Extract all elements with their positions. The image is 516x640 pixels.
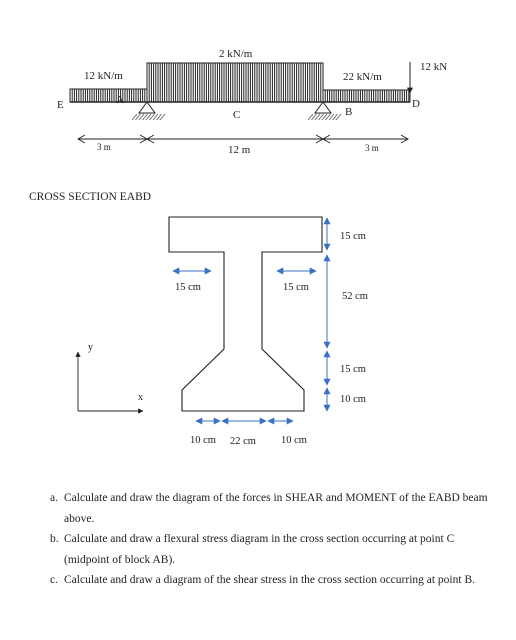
point-a-label: A <box>116 94 124 106</box>
coordinate-axes <box>78 352 143 411</box>
axis-x-label: x <box>138 392 143 403</box>
flange-right-label: 15 cm <box>283 282 309 293</box>
dim-mid-label: 12 m <box>228 144 251 156</box>
question-b <box>28 529 498 570</box>
base-left-label: 10 cm <box>190 435 216 446</box>
section-title: CROSS SECTION EABD <box>29 191 152 203</box>
flange-left-label: 15 cm <box>175 282 201 293</box>
load-label-left: 12 kN/m <box>84 70 123 82</box>
base-height-label: 10 cm <box>340 394 366 405</box>
question-b-letter: b. <box>50 533 59 545</box>
question-c <box>28 570 498 591</box>
distributed-load-mid <box>147 63 323 102</box>
point-b-label: B <box>345 106 353 118</box>
distributed-load-right <box>323 90 410 102</box>
support-a <box>132 102 165 120</box>
distributed-load-left <box>70 89 147 102</box>
question-b-text: Calculate and draw a flexural stress diagram in the cross section occurring at point C (midpoint of block AB). <box>64 533 455 566</box>
cross-section-shape <box>169 217 322 411</box>
point-load-label: 12 kN <box>420 61 448 73</box>
beam-diagram <box>57 48 447 156</box>
point-c-label: C <box>233 109 241 121</box>
dim-left-label: 3 m <box>97 142 111 152</box>
question-c-text: Calculate and draw a diagram of the shear stress in the cross section occurring at point B. <box>64 574 475 586</box>
taper-height-label: 15 cm <box>340 364 366 375</box>
question-a-letter: a. <box>50 492 58 504</box>
question-c-letter: c. <box>50 574 58 586</box>
load-label-right: 22 kN/m <box>343 71 382 83</box>
question-list <box>28 488 498 591</box>
base-right-label: 10 cm <box>281 435 307 446</box>
load-label-mid: 2 kN/m <box>219 48 253 60</box>
dim-right-label: 3 m <box>365 143 379 153</box>
support-b <box>308 102 341 120</box>
question-a-text: Calculate and draw the diagram of the forces in SHEAR and MOMENT of the EABD beam above. <box>64 492 488 525</box>
base-mid-label: 22 cm <box>230 436 256 447</box>
point-d-label: D <box>412 98 420 110</box>
point-e-label: E <box>57 99 64 111</box>
beam-dimension-line <box>78 135 408 143</box>
flange-thickness-label: 15 cm <box>340 231 366 242</box>
web-height-label: 52 cm <box>342 291 368 302</box>
axis-y-label: y <box>88 342 93 353</box>
question-a <box>28 488 498 529</box>
